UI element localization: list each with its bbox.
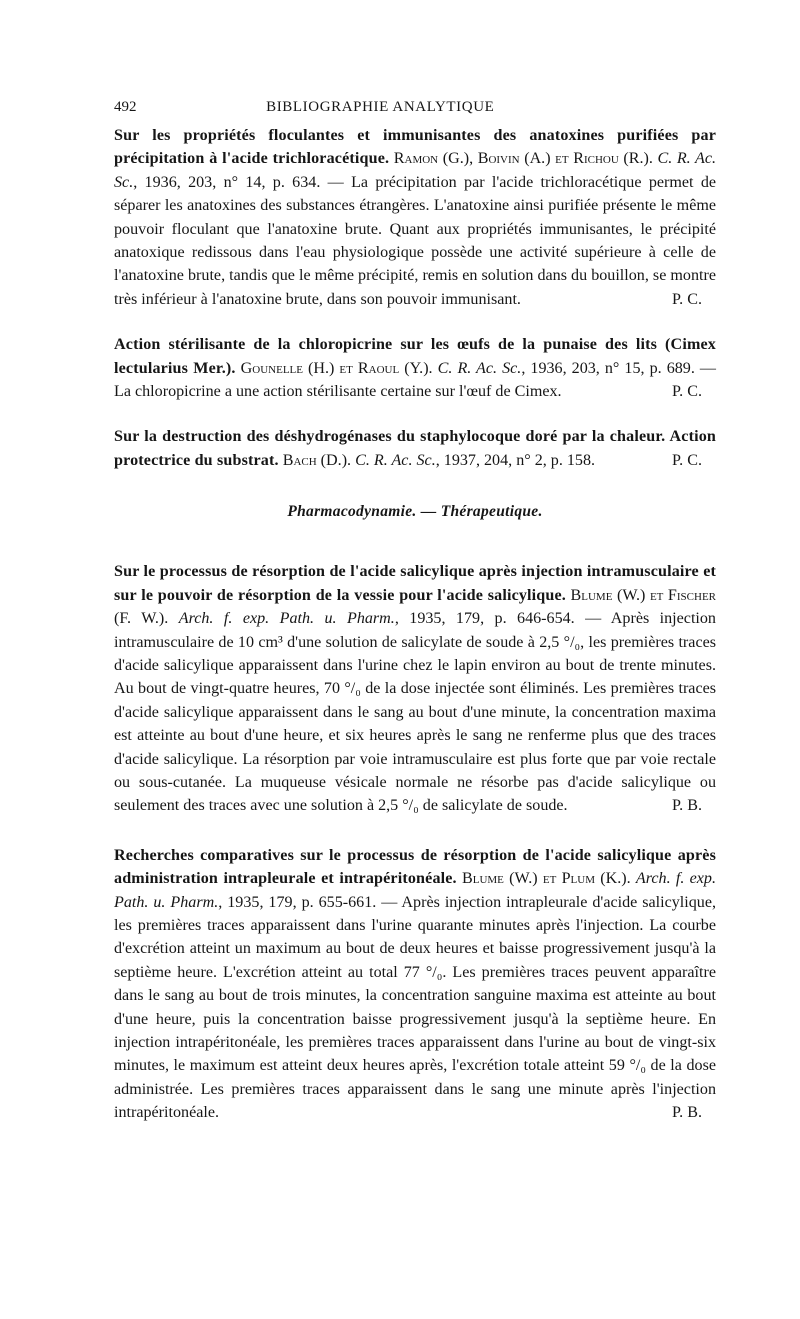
abstract-authors: Gounelle (H.) et Raoul (Y.).	[240, 359, 433, 377]
abstract-body: — La chloropicrine a une action stérilisante certaine sur l'œuf de Cimex.	[114, 359, 717, 401]
abstract-entry	[114, 844, 716, 1125]
abstract-journal: Arch. f. exp. Path. u. Pharm.	[114, 870, 716, 911]
abstract-journal: C. R. Ac. Sc.	[114, 150, 717, 191]
abstract-entry	[114, 124, 716, 311]
abstract-authors: Blume (W.) et Plum (K.).	[462, 870, 631, 888]
abstract-body: — Après injection intrapleurale d'acide salicylique, les premières traces apparaissent dans l'urine quarante minutes après l'injection. La courbe d'excrétion atteint un maximum au bout de deux heures et baisse progressivement jusqu'à la septième heure. L'excrétion atteint au total 77 °/₀. Les premières traces peuvent apparaître dans le sang au bout de trois minutes, la concentration sanguine maxima est atteinte au bout d'une heure, puis la concentration baisse progressivement jusqu'à la septième heure. En injection intrapéritonéale, les premières traces apparaissent dans l'urine au bout de vingt-six minutes, le maximum est atteint deux heures après, l'excrétion totale atteint 59 °/₀ de la dose administrée. Les premières traces apparaissent dans le sang une minute après l'injection intrapéritonéale.	[114, 893, 716, 1122]
abstract-reference: , 1937, 204, n° 2, p. 158.	[435, 451, 596, 469]
abstract-authors: Blume (W.) et Fischer (F. W.).	[114, 586, 717, 628]
abstract-signature: P. B.	[672, 1104, 702, 1122]
abstract-journal: Arch. f. exp. Path. u. Pharm.	[178, 610, 395, 628]
abstract-title: Sur la destruction des déshydrogénases du staphylocoque doré par la chaleur. Action protectrice du substrat.	[114, 428, 716, 469]
page-number: 492	[114, 99, 137, 115]
abstract-body: — Après injection intramusculaire de 10 cm³ d'une solution de salicylate de soude à 2,5 °/₀, les premières traces d'acide salicylique apparaissent dans l'urine chez le lapin environ au bout de trente minutes. Au bout de vingt-quatre heures, 70 °/₀ de la dose injectée sont éliminés. Les premières traces d'acide salicylique apparaissent dans le sang au bout d'une minute, la concentration maxima est atteinte au bout d'une heure, et six heures après le sang ne renferme plus que des traces d'acide salicylique. La résorption par voie intramusculaire est plus forte que par voie rectale ou sous-cutanée. La muqueuse vésicale normale ne résorbe pas d'acide salicylique ou seulement des traces avec une solution à 2,5 °/₀ de salicylate de soude.	[114, 610, 716, 815]
abstract-reference: , 1935, 179, p. 646-654.	[394, 610, 575, 628]
abstract-reference: , 1936, 203, n° 14, p. 634.	[133, 173, 321, 191]
abstract-authors: Ramon (G.), Boivin (A.) et Richou (R.).	[393, 150, 653, 168]
abstract-entry	[114, 333, 716, 403]
abstract-entry	[114, 425, 716, 472]
abstract-title: Recherches comparatives sur le processus de résorption de l'acide salicylique après administration intrapleurale et intrapéritonéale.	[114, 846, 716, 888]
running-header	[114, 97, 716, 117]
abstract-signature: P. C.	[672, 383, 702, 401]
abstract-journal: C. R. Ac. Sc.	[355, 451, 436, 469]
abstract-title: Action stérilisante de la chloropicrine sur les œufs de la punaise des lits (Cimex lectularius Mer.).	[114, 336, 716, 377]
abstract-authors: Bach (D.).	[282, 451, 352, 469]
abstract-title: Sur le processus de résorption de l'acide salicylique après injection intramusculaire et sur le pouvoir de résorption de la vessie pour l'acide salicylique.	[114, 563, 716, 604]
abstract-signature: P. C.	[672, 290, 702, 308]
section-heading: Pharmacodynamie. — Thérapeutique.	[287, 503, 543, 521]
abstract-body: — La précipitation par l'acide trichloracétique permet de séparer les anatoxines des substances étrangères. L'anatoxine ainsi purifiée présente le même pouvoir floculant que l'anatoxine brute. Quant aux propriétés immunisantes, le précipité anatoxique redissous dans l'eau physiologique possède une activité supérieure à celle de l'anatoxine brute, tandis que le même précipité, remis en solution dans du bouillon, se montre très inférieur à l'anatoxine brute, dans son pouvoir immunisant.	[114, 173, 717, 308]
abstract-reference: , 1935, 179, p. 655-661.	[218, 893, 377, 911]
abstract-entry	[114, 560, 716, 817]
abstract-title: Sur les propriétés floculantes et immunisantes des anatoxines purifiées par précipitation à l'acide trichloracétique.	[114, 127, 716, 168]
abstract-reference: , 1936, 203, n° 15, p. 689.	[521, 359, 695, 377]
running-title: BIBLIOGRAPHIE ANALYTIQUE	[266, 99, 495, 115]
page	[114, 97, 716, 1125]
abstract-signature: P. C.	[672, 451, 702, 469]
abstract-journal: C. R. Ac. Sc.	[437, 359, 522, 377]
abstract-signature: P. B.	[672, 797, 702, 815]
